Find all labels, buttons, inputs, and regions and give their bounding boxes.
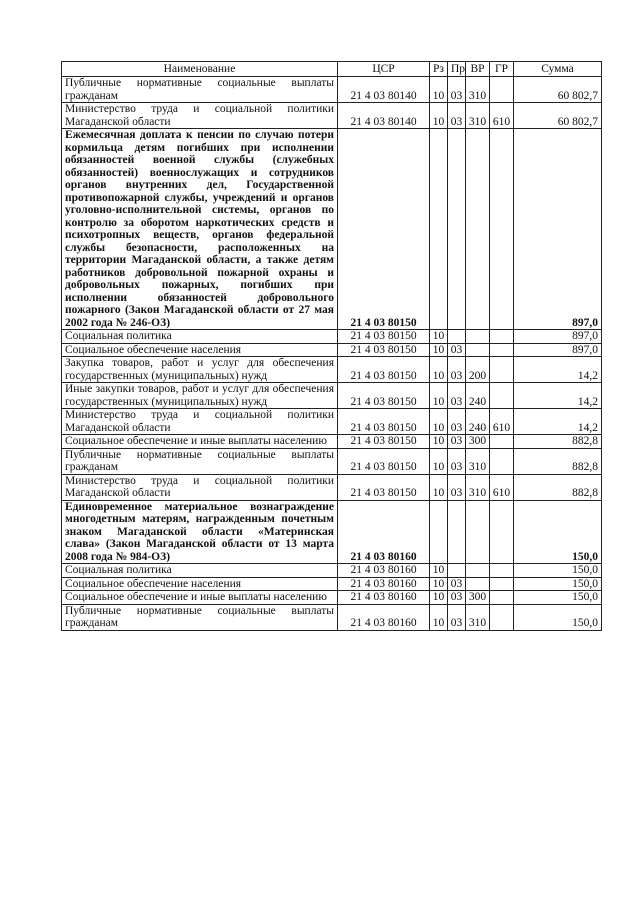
row-rz: 10: [430, 448, 448, 474]
header-rz: Рз: [430, 62, 448, 77]
row-name: Единовременное материальное вознаграждение многодетным матерям, награжденным почетным знаком Магаданской области «Материнская слава» (Закон Магаданской области от 13 марта 2008 года № 984-ОЗ): [62, 500, 338, 564]
row-name: Социальное обеспечение населения: [62, 343, 338, 357]
row-pr: 03: [448, 435, 466, 449]
row-gr: [490, 604, 514, 630]
row-rz: 10: [430, 77, 448, 103]
row-rz: 10: [430, 330, 448, 344]
row-name: Министерство труда и социальной политики Магаданской области: [62, 409, 338, 435]
row-gr: [490, 383, 514, 409]
row-pr: 03: [448, 591, 466, 605]
table-row: [62, 604, 602, 630]
row-pr: 03: [448, 357, 466, 383]
row-name: Социальное обеспечение населения: [62, 577, 338, 591]
row-gr: 610: [490, 103, 514, 129]
row-name: Иные закупки товаров, работ и услуг для обеспечения государственных (муниципальных) нужд: [62, 383, 338, 409]
row-vr: 240: [466, 409, 490, 435]
row-gr: [490, 129, 514, 330]
header-vr: ВР: [466, 62, 490, 77]
row-vr: 310: [466, 604, 490, 630]
row-gr: [490, 500, 514, 564]
header-sum: Сумма: [514, 62, 602, 77]
row-csr: 21 4 03 80150: [338, 435, 430, 449]
row-pr: [448, 564, 466, 578]
row-name: Социальное обеспечение и иные выплаты населению: [62, 435, 338, 449]
budget-table: [61, 61, 602, 631]
row-pr: 03: [448, 383, 466, 409]
row-name: Публичные нормативные социальные выплаты гражданам: [62, 604, 338, 630]
row-vr: 300: [466, 591, 490, 605]
header-pr: Пр: [448, 62, 466, 77]
row-gr: [490, 77, 514, 103]
row-rz: 10: [430, 357, 448, 383]
row-rz: 10: [430, 591, 448, 605]
row-rz: [430, 500, 448, 564]
row-vr: [466, 343, 490, 357]
table-header-row: [62, 62, 602, 77]
row-sum: 882,8: [514, 474, 602, 500]
row-vr: 310: [466, 474, 490, 500]
row-rz: [430, 129, 448, 330]
table-row: [62, 409, 602, 435]
table-row: [62, 448, 602, 474]
table-row: [62, 474, 602, 500]
table-row: [62, 591, 602, 605]
row-sum: 882,8: [514, 435, 602, 449]
row-sum: 150,0: [514, 577, 602, 591]
table-row: [62, 77, 602, 103]
row-name: Закупка товаров, работ и услуг для обеспечения государственных (муниципальных) нужд: [62, 357, 338, 383]
row-csr: 21 4 03 80150: [338, 383, 430, 409]
row-sum: 150,0: [514, 604, 602, 630]
row-sum: 897,0: [514, 330, 602, 344]
row-csr: 21 4 03 80160: [338, 564, 430, 578]
row-gr: [490, 448, 514, 474]
row-sum: 14,2: [514, 357, 602, 383]
header-name: Наименование: [62, 62, 338, 77]
row-name: Социальное обеспечение и иные выплаты населению: [62, 591, 338, 605]
row-pr: 03: [448, 409, 466, 435]
row-sum: 60 802,7: [514, 103, 602, 129]
row-pr: 03: [448, 474, 466, 500]
row-pr: [448, 330, 466, 344]
row-csr: 21 4 03 80150: [338, 448, 430, 474]
row-pr: [448, 500, 466, 564]
row-gr: [490, 591, 514, 605]
table-row: [62, 500, 602, 564]
row-pr: 03: [448, 77, 466, 103]
row-name: Министерство труда и социальной политики Магаданской области: [62, 103, 338, 129]
row-rz: 10: [430, 409, 448, 435]
row-gr: [490, 330, 514, 344]
row-gr: [490, 577, 514, 591]
table-row: [62, 103, 602, 129]
row-vr: 310: [466, 448, 490, 474]
row-csr: 21 4 03 80150: [338, 129, 430, 330]
row-vr: 300: [466, 435, 490, 449]
row-gr: 610: [490, 409, 514, 435]
row-pr: 03: [448, 577, 466, 591]
row-vr: [466, 129, 490, 330]
row-gr: [490, 564, 514, 578]
table-row: [62, 330, 602, 344]
row-name: Социальная политика: [62, 564, 338, 578]
row-sum: 150,0: [514, 500, 602, 564]
row-csr: 21 4 03 80160: [338, 604, 430, 630]
row-gr: 610: [490, 474, 514, 500]
row-rz: 10: [430, 577, 448, 591]
row-csr: 21 4 03 80160: [338, 500, 430, 564]
table-row: [62, 129, 602, 330]
row-vr: [466, 564, 490, 578]
row-csr: 21 4 03 80140: [338, 103, 430, 129]
row-name: Публичные нормативные социальные выплаты гражданам: [62, 448, 338, 474]
row-rz: 10: [430, 343, 448, 357]
row-vr: 240: [466, 383, 490, 409]
header-csr: ЦСР: [338, 62, 430, 77]
row-rz: 10: [430, 604, 448, 630]
row-vr: 310: [466, 77, 490, 103]
table-row: [62, 564, 602, 578]
table-row: [62, 357, 602, 383]
row-pr: 03: [448, 448, 466, 474]
row-name: Публичные нормативные социальные выплаты гражданам: [62, 77, 338, 103]
row-pr: 03: [448, 343, 466, 357]
row-name: Социальная политика: [62, 330, 338, 344]
row-vr: [466, 500, 490, 564]
row-pr: 03: [448, 103, 466, 129]
row-sum: 14,2: [514, 383, 602, 409]
row-sum: 60 802,7: [514, 77, 602, 103]
row-rz: 10: [430, 103, 448, 129]
row-pr: [448, 129, 466, 330]
row-csr: 21 4 03 80150: [338, 357, 430, 383]
row-sum: 150,0: [514, 564, 602, 578]
row-csr: 21 4 03 80150: [338, 330, 430, 344]
row-csr: 21 4 03 80160: [338, 591, 430, 605]
row-vr: 310: [466, 103, 490, 129]
header-gr: ГР: [490, 62, 514, 77]
row-vr: [466, 330, 490, 344]
table-row: [62, 577, 602, 591]
row-rz: 10: [430, 564, 448, 578]
row-vr: 200: [466, 357, 490, 383]
row-sum: 14,2: [514, 409, 602, 435]
row-csr: 21 4 03 80140: [338, 77, 430, 103]
row-csr: 21 4 03 80150: [338, 409, 430, 435]
row-csr: 21 4 03 80160: [338, 577, 430, 591]
row-vr: [466, 577, 490, 591]
row-sum: 897,0: [514, 343, 602, 357]
table-row: [62, 343, 602, 357]
row-sum: 882,8: [514, 448, 602, 474]
table-row: [62, 435, 602, 449]
row-rz: 10: [430, 435, 448, 449]
row-sum: 150,0: [514, 591, 602, 605]
row-sum: 897,0: [514, 129, 602, 330]
row-gr: [490, 357, 514, 383]
row-rz: 10: [430, 383, 448, 409]
row-csr: 21 4 03 80150: [338, 474, 430, 500]
row-gr: [490, 343, 514, 357]
row-gr: [490, 435, 514, 449]
row-rz: 10: [430, 474, 448, 500]
row-pr: 03: [448, 604, 466, 630]
row-name: Министерство труда и социальной политики Магаданской области: [62, 474, 338, 500]
row-csr: 21 4 03 80150: [338, 343, 430, 357]
table-row: [62, 383, 602, 409]
row-name: Ежемесячная доплата к пенсии по случаю потери кормильца детям погибших при исполнении обязанностей военной службы (служебных обязанностей) военнослужащих и сотрудников органов внутренних дел, Государственной противопожарной службы, учреждений и органов уголовно-исполнительной системы, органов по контролю за оборотом наркотических средств и психотропных веществ, органов федеральной службы безопасности, расположенных на территории Магаданской области, а также детям работников добровольной пожарной охраны и добровольных пожарных, погибших при исполнении обязанностей добровольного пожарного (Закон Магаданской области от 27 мая 2002 года № 246-ОЗ): [62, 129, 338, 330]
